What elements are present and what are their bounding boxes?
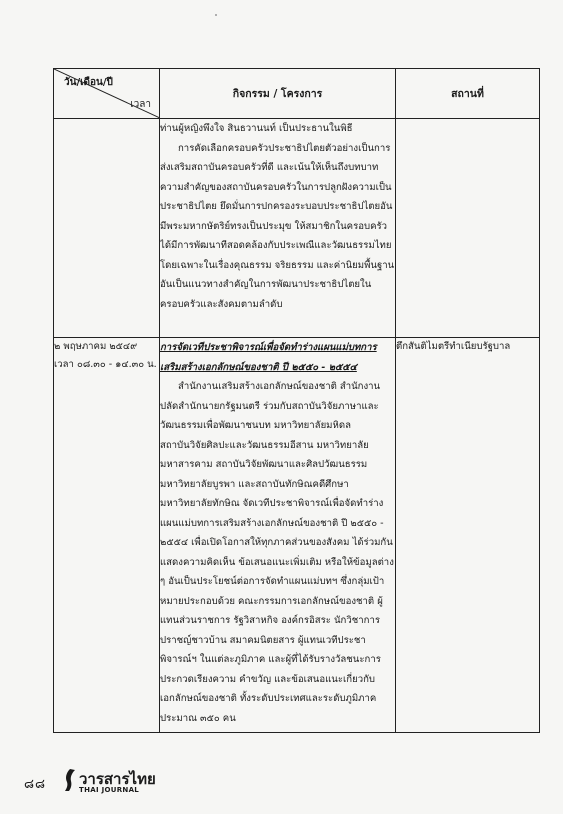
header-date-label: วัน/เดือน/ปี bbox=[64, 77, 113, 88]
row2-place: ตึกสันติไมตรีทำเนียบรัฐบาล bbox=[396, 338, 540, 733]
schedule-table bbox=[53, 68, 540, 733]
logo-english-text: THAI JOURNAL bbox=[79, 786, 140, 794]
header-time-label: เวลา bbox=[130, 99, 151, 110]
header-date-time bbox=[54, 69, 160, 119]
header-place: สถานที่ bbox=[396, 69, 540, 119]
table-row bbox=[54, 338, 540, 733]
table-row bbox=[54, 119, 540, 338]
row2-date bbox=[54, 338, 160, 733]
row2-date-line: ๒ พฤษภาคม ๒๕๔๙ bbox=[54, 341, 138, 352]
row2-time-line: เวลา ๐๘.๓๐ - ๑๔.๓๐ น. bbox=[54, 359, 157, 370]
page-number: ๘๘ bbox=[24, 777, 47, 792]
header-activity: กิจกรรม / โครงการ bbox=[160, 69, 396, 119]
logo-mark-icon bbox=[63, 768, 77, 792]
row1-lead-text: ท่านผู้หญิงพึงใจ สินธวานนท์ เป็นประธานในพิธี bbox=[160, 123, 353, 134]
scan-speck bbox=[215, 14, 217, 16]
row2-title: การจัดเวทีประชาพิจารณ์เพื่อจัดทำร่างแผนแม่บทการเสริมสร้างเอกลักษณ์ของชาติ ปี ๒๕๕๐ - ๒๕๕๔ bbox=[160, 342, 377, 373]
row1-body-text: การคัดเลือกครอบครัวประชาธิปไตยตัวอย่างเป็นการส่งเสริมสถาบันครอบครัวที่ดี และเน้นให้เห็นถึงบทบาทความสำคัญของสถาบันครอบครัวในการปลูกฝังความเป็นประชาธิปไตย ยึดมั่นการปกครองระบอบประชาธิปไตยอันมีพระมหากษัตริย์ทรงเป็นประมุข ให้สมาชิกในครอบครัวได้มีการพัฒนาทีสอดคล้องกับประเพณีและวัฒนธรรมไทย โดยเฉพาะในเรื่องคุณธรรม จริยธรรม และค่านิยมพื้นฐานอันเป็นแนวทางสำคัญในการพัฒนาประชาธิปไตยในครอบครัวและสังคมตามลำดับ bbox=[160, 142, 395, 310]
row1-activity bbox=[160, 119, 396, 338]
table-header-row bbox=[54, 69, 540, 119]
row1-place bbox=[396, 119, 540, 338]
logo-thai-text: วารสารไทย bbox=[79, 770, 156, 788]
row1-date bbox=[54, 119, 160, 338]
row2-activity bbox=[160, 338, 396, 733]
row2-body-text: สำนักงานเสริมสร้างเอกลักษณ์ของชาติ สำนักงานปลัดสำนักนายกรัฐมนตรี ร่วมกับสถาบันวิจัยภาษาและวัฒนธรรมเพื่อพัฒนาชนบท มหาวิทยาลัยมหิดล สถาบันวิจัยศิลปะและวัฒนธรรมอีสาน มหาวิทยาลัยมหาสารคาม สถาบันวิจัยพัฒนาและศิลปวัฒนธรรม มหาวิทยาลัยบูรพา และสถาบันทักษิณคดีศึกษา มหาวิทยาลัยทักษิณ จัดเวทีประชาพิจารณ์เพื่อจัดทำร่างแผนแม่บทการเสริมสร้างเอกลักษณ์ของชาติ ปี ๒๕๕๐ - ๒๕๕๔ เพื่อเปิดโอกาสให้ทุกภาคส่วนของสังคม ได้ร่วมกันแสดงความคิดเห็น ข้อเสนอแนะเพิ่มเติม หรือให้ข้อมูลต่าง ๆ อันเป็นประโยชน์ต่อการจัดทำแผนแม่บทฯ ซึ่งกลุ่มเป้าหมายประกอบด้วย คณะกรรมการเอกลักษณ์ของชาติ ผู้แทนส่วนราชการ รัฐวิสาหกิจ องค์กรอิสระ นักวิชาการ ปราชญ์ชาวบ้าน สมาคมนิตยสาร ผู้แทนเวทีประชาพิจารณ์ฯ ในแต่ละภูมิภาค และผู้ที่ได้รับรางวัลชนะการประกวดเรียงความ คำขวัญ และข้อเสนอแนะเกี่ยวกับเอกลักษณ์ของชาติ ทั้งระดับประเทศและระดับภูมิภาค ประมาณ ๓๕๐ คน bbox=[160, 381, 394, 724]
thai-journal-logo bbox=[63, 766, 156, 800]
